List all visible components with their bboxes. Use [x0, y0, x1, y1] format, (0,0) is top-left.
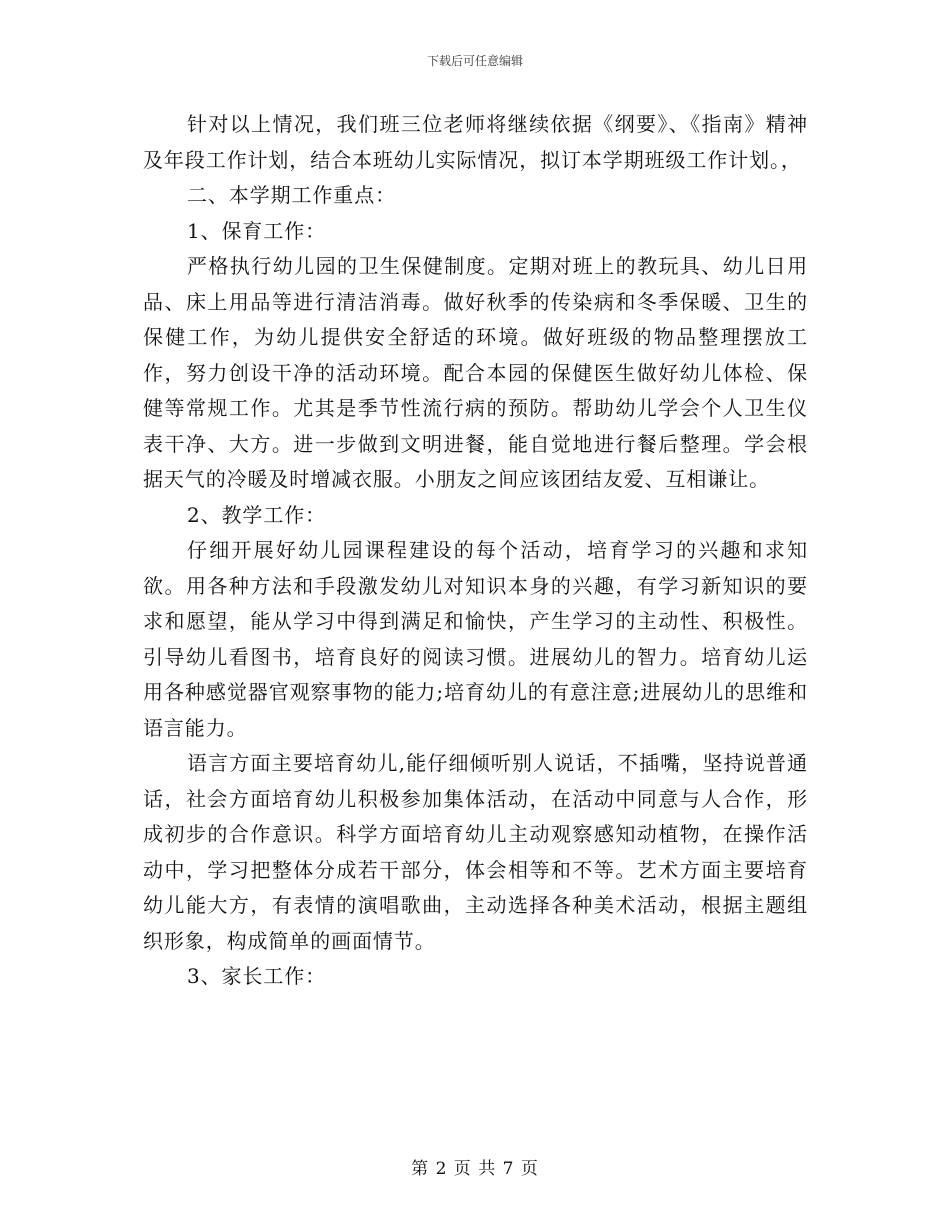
paragraph-teaching-work: 仔细开展好幼儿园课程建设的每个活动，培育学习的兴趣和求知欲。用各种方法和手段激发幼儿对知识本身的兴趣，有学习新知识的要求和愿望，能从学习中得到满足和愉快，产生学习的主动性、积极性。引导幼儿看图书，培育良好的阅读习惯。进展幼儿的智力。培育幼儿运用各种感觉器官观察事物的能力;培育幼儿的有意注意;进展幼儿的思维和语言能力。 — [143, 538, 808, 740]
subheading-parent-work: 3、家长工作： — [187, 964, 327, 988]
paragraph-language-areas: 语言方面主要培育幼儿,能仔细倾听别人说话，不插嘴，坚持说普通话，社会方面培育幼儿积极参加集体活动，在活动中同意与人合作，形成初步的合作意识。科学方面培育幼儿主动观察感知动植物，在操作活动中，学习把整体分成若干部分，体会相等和不等。艺术方面主要培育幼儿能大方，有表情的演唱歌曲，主动选择各种美术活动，根据主题组织形象，构成简单的画面情节。 — [143, 751, 808, 953]
paragraph-intro: 针对以上情况，我们班三位老师将继续依据《纲要》、《指南》精神及年段工作计划，结合本班幼儿实际情况，拟订本学期班级工作计划。， — [143, 112, 808, 172]
section-heading-focus: 二、本学期工作重点： — [187, 183, 396, 207]
page-header-note: 下载后可任意编辑 — [426, 54, 523, 68]
document-body — [143, 107, 808, 995]
paragraph-care-work: 严格执行幼儿园的卫生保健制度。定期对班上的教玩具、幼儿日用品、床上用品等进行清洁消毒。做好秋季的传染病和冬季保暖、卫生的保健工作，为幼儿提供安全舒适的环境。做好班级的物品整理摆放工作，努力创设干净的活动环境。配合本园的保健医生做好幼儿体检、保健等常规工作。尤其是季节性流行病的预防。帮助幼儿学会个人卫生仪表干净、大方。进一步做到文明进餐，能自觉地进行餐后整理。学会根据天气的冷暖及时增减衣服。小朋友之间应该团结友爱、互相谦让。 — [143, 254, 808, 491]
page-number: 第 2 页 共 7 页 — [411, 1159, 539, 1179]
subheading-teaching-work: 2、教学工作： — [187, 502, 327, 527]
subheading-care-work: 1、保育工作： — [187, 218, 327, 243]
